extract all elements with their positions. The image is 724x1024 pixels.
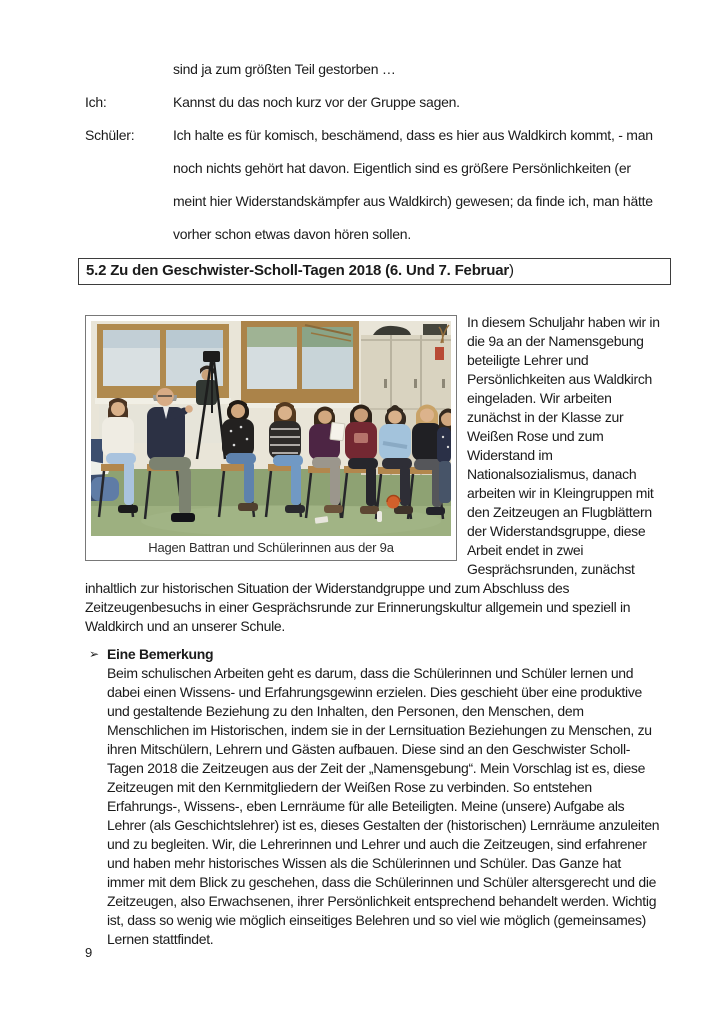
dialogue-speaker <box>85 53 173 86</box>
dialogue-text: sind ja zum größten Teil gestorben … <box>173 61 396 77</box>
person <box>437 409 451 504</box>
remark-paragraph: Beim schulischen Arbeiten geht es darum, dass die Schülerinnen und Schüler lernen und dabei einen Wissens- und Erfahrungsgewinn erzielen. Dies geschieht über eine produktive und gestaltende Beziehung zu den Inhalten, den Personen, den Menschen, dem Menschlichen im Historischen, indem sie in der Lernsituation Beziehungen zu Menschen, zu ihren Mitschülern, Lehrern und Gästen aufbauen. Diese sind an den Geschwister Scholl-Tagen 2018 die Zeitzeugen aus der Zeit der „Namensgebung“. Mein Vorschlag ist es, diese Zeitzeugen mit den Kernmitgliedern der Weißen Rose zu verbinden. So entstehen Erfahrungs-, Wissens-, eben Lernräume für alle Beteiligten. Meine (unsere) Aufgabe als Lehrer (als Geschichtslehrer) ist es, dieses Gestalten der (historischen) Lernräume anzuleiten und zu begleiten. Wir, die Lehrerinnen und Lehrer und auch die Zeitzeugen, sind erfahrener und haben mehr historisches Wissen als die Schülerinnen und Schüler. Das Ganze hat immer mit dem Blick zu geschehen, dass die Schülerinnen und Schüler altersgerecht und die Zeitzeugen, also Erwachsenen, ihrer Persönlichkeit entsprechend behandelt werden. Wichtig ist, dass so wenig wie möglich einseitiges Belehren und so viel wie möglich (gemeinsames) Lernen stattfindet. <box>107 665 660 947</box>
arrow-bullet-icon: ➢ <box>89 647 99 661</box>
dialogue-row <box>85 53 660 86</box>
section-heading-suffix: ) <box>509 262 514 279</box>
dialogue-speaker: Ich: <box>85 94 107 110</box>
dialogue-text: Kannst du das noch kurz vor der Gruppe sagen. <box>173 94 460 110</box>
dialogue-speaker: Schüler: <box>85 127 135 143</box>
red-box <box>435 347 444 360</box>
dialogue-row <box>85 119 660 251</box>
photo-caption: Hagen Battran und Schülerinnen aus der 9a <box>148 540 394 555</box>
remark-block <box>85 645 660 949</box>
section-heading <box>78 258 671 285</box>
figure-classroom-photo <box>85 315 457 561</box>
section-heading-title: 5.2 Zu den Geschwister-Scholl-Tagen 2018 (6. Und 7. Februar <box>86 262 510 279</box>
dialogue-section <box>85 53 660 251</box>
window-right-icon <box>239 321 361 408</box>
partial-person <box>91 477 119 501</box>
dialogue-text: Ich halte es für komisch, beschämend, dass es hier aus Waldkirch kommt, - man noch nichts gehört hat davon. Eigentlich sind es größere Persönlichkeiten (er meint hier Widerstandskämpfer aus Waldkirch) gewesen; da finde ich, man hätte vorher schon etwas davon hören sollen. <box>173 127 653 242</box>
section-content <box>85 313 660 949</box>
remark-heading <box>89 645 660 664</box>
classroom-photo-illustration <box>91 321 451 536</box>
remark-title: Eine Bemerkung <box>107 646 214 662</box>
page-number: 9 <box>85 945 93 960</box>
dialogue-row <box>85 86 660 119</box>
intro-paragraph: In diesem Schuljahr haben wir in die 9a an der Namensgebung beteiligte Lehrer und Persönlichkeiten aus Waldkirch eingeladen. Wir arbeiten zunächst in der Klasse zur Weißen Rose und zum Widerstand im Nationalsozialismus, danach arbeiten wir in Kleingruppen mit den Zeitzeugen an Flugblättern der Widerstandsgruppe, diese Arbeit endet in zwei Gesprächsrunden, zunächst inhaltlich zur historischen Situation der Widerstandgruppe und zum Abschluss des Zeitzeugenbesuchs in einer Gesprächsrunde zur Erinnerungskultur allgemein und speziell in Waldkirch und an unserer Schule. <box>85 314 660 634</box>
box-on-cabinet <box>423 324 447 335</box>
